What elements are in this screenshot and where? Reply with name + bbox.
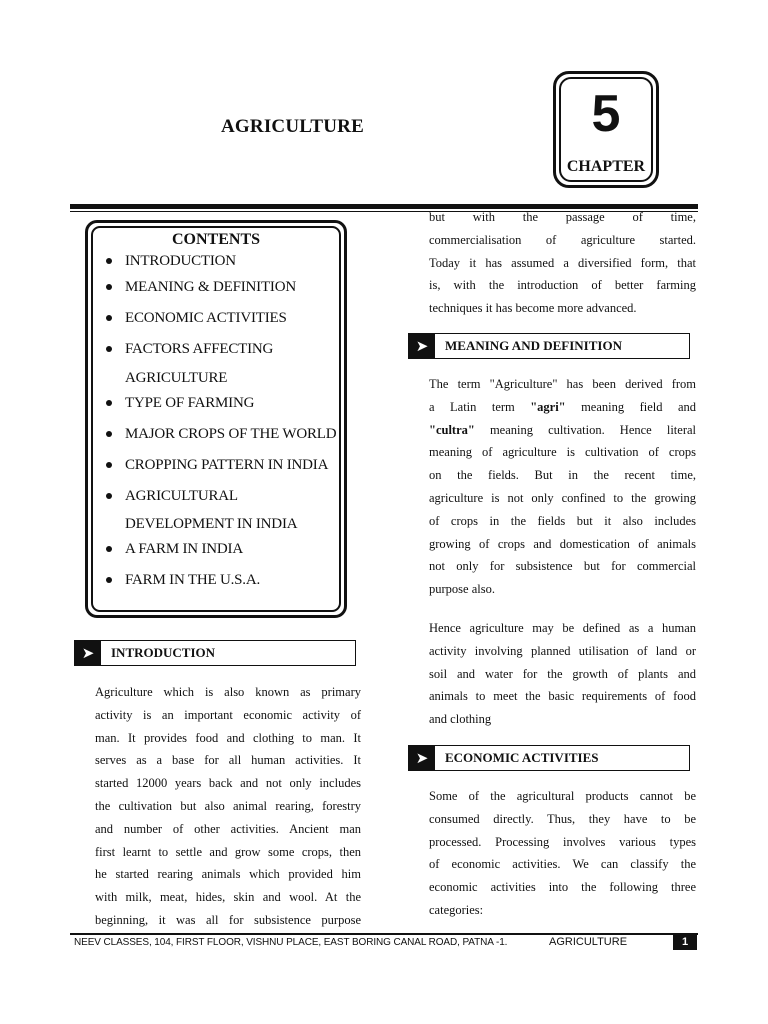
text-line: commercialisation of agriculture started. [429,232,696,247]
text-line: but with the passage of time, [429,210,696,224]
text-line: purpose also. [429,582,495,597]
text-line: meaning of agriculture is cultivation of crops [429,445,696,460]
text-line: soil and water for the growth of plants and [429,666,696,681]
meaning-paragraph-2 [429,617,696,731]
bullet-dot-icon [106,258,112,264]
text-line: and number of other activities. Ancient man [95,821,361,836]
chapter-number: 5 [591,85,621,143]
chapter-label: CHAPTER [566,158,646,175]
toc-item-label: INTRODUCTION [125,253,236,269]
text-line: a Latin term "agri" meaning field and [429,399,696,414]
text-line: and clothing [429,712,492,727]
page-number: 1 [673,935,697,950]
toc-item-label: DEVELOPMENT IN INDIA [125,516,298,532]
bullet-dot-icon [106,284,112,290]
toc-item-label: FARM IN THE U.S.A. [125,572,261,588]
bullet-dot-icon [106,493,112,499]
toc-item-label: TYPE OF FARMING [125,395,255,411]
text-line: Agriculture which is also known as primary [95,685,361,699]
footer-subject: AGRICULTURE [549,936,628,948]
text-line: processed. Processing involves various types [429,834,696,849]
text-line: started 12000 years back and not only includes [95,776,361,791]
meaning-paragraph-1 [429,373,696,601]
text-line: "cultra" meaning cultivation. Hence literal [429,422,696,437]
text-line: The term "Agriculture" has been derived from [429,377,696,391]
text-line: not only for subsistence but for commercial [429,559,696,574]
bullet-dot-icon [106,577,112,583]
text-line: activity involving planned utilisation of land or [429,643,696,658]
introduction-paragraph [95,681,361,932]
text-line: of crops in the fields but it also includes [429,513,696,528]
toc-item-label: AGRICULTURE [125,370,228,386]
text-line: economic activities into the following three [429,880,696,895]
section-header-introduction [74,640,356,666]
text-line: Today it has assumed a diversified form, that [429,255,696,270]
bullet-dot-icon [106,400,112,406]
toc-item-label: MAJOR CROPS OF THE WORLD [125,426,337,442]
text-line: Hence agriculture may be defined as a human [429,621,696,635]
text-line: beginning, it was all for subsistence purpose [95,912,361,927]
chapter-badge [553,71,659,188]
text-line: on the fields. But in the recent time, [429,468,696,483]
continuation-paragraph [429,206,696,320]
toc-item-label: AGRICULTURAL [125,488,238,504]
text-line: with milk, meat, hides, skin and wool. At the [95,890,361,905]
bullet-dot-icon [106,546,112,552]
page-title: AGRICULTURE [221,116,364,137]
text-line: techniques it has become more advanced. [429,301,637,316]
section-heading: INTRODUCTION [111,645,216,660]
section-heading: MEANING AND DEFINITION [445,338,622,353]
chevron-right-icon: ➤ [409,746,435,770]
chevron-right-icon: ➤ [409,334,435,358]
bullet-dot-icon [106,431,112,437]
text-line: Some of the agricultural products cannot be [429,789,696,803]
text-line: activity is an important economic activity of [95,707,361,722]
footer-address: NEEV CLASSES, 104, FIRST FLOOR, VISHNU PLACE, EAST BORING CANAL ROAD, PATNA -1. [74,937,508,948]
toc-item-label: ECONOMIC ACTIVITIES [125,310,287,326]
text-line: is, with the introduction of better farming [429,278,696,293]
bullet-dot-icon [106,346,112,352]
toc-item-label: A FARM IN INDIA [125,541,243,557]
text-line: the cultivation but also animal rearing, forestry [95,798,361,813]
text-line: animals to meet the basic requirements of food [429,689,696,704]
bullet-dot-icon [106,315,112,321]
text-line: he started rearing animals which provided him [95,867,361,882]
text-line: agriculture is not only confined to the growing [429,490,696,505]
text-line: serves as a base for all human activities. It [95,753,361,768]
economic-paragraph [429,785,696,922]
toc-item-label: CROPPING PATTERN IN INDIA [125,457,329,473]
chevron-right-icon: ➤ [75,641,101,665]
bullet-dot-icon [106,462,112,468]
text-line: consumed directly. Thus, they have to be [429,811,696,826]
toc-item-label: MEANING & DEFINITION [125,279,296,295]
section-header-economic [408,745,690,771]
text-line: categories: [429,902,484,917]
text-line: man. It provides food and clothing to man. It [95,730,361,745]
section-heading: ECONOMIC ACTIVITIES [445,750,599,765]
text-line: first learnt to settle and grow some crops, then [95,844,361,859]
text-line: of economic activities. We can classify the [429,857,696,872]
footer-rule [70,933,698,935]
toc-item-label: FACTORS AFFECTING [125,341,274,357]
contents-heading: CONTENTS [171,231,261,248]
section-header-meaning [408,333,690,359]
text-line: growing of crops and domestication of animals [429,536,696,551]
